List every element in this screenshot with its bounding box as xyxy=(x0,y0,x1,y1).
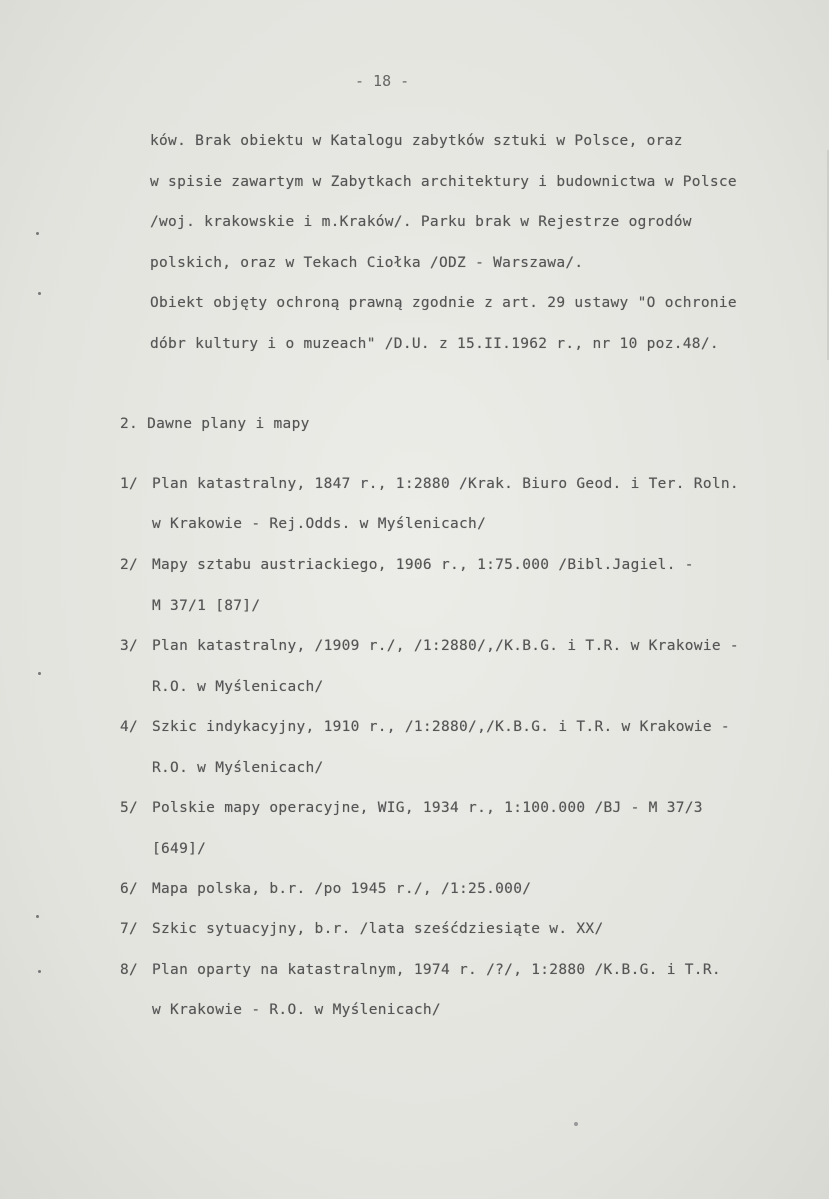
margin-speck xyxy=(38,292,41,295)
section-heading: 2. Dawne plany i mapy xyxy=(120,416,310,432)
item-line: Szkic indykacyjny, 1910 r., /1:2880/,/K.B.G. i T.R. w Krakowie - xyxy=(152,719,730,735)
item-number: 7/ xyxy=(120,921,139,937)
item-number: 6/ xyxy=(120,881,139,897)
item-line: Polskie mapy operacyjne, WIG, 1934 r., 1:100.000 /BJ - M 37/3 xyxy=(152,800,703,816)
item-line: w Krakowie - Rej.Odds. w Myślenicach/ xyxy=(152,516,487,532)
item-line: [649]/ xyxy=(152,841,207,857)
item-number: 5/ xyxy=(120,800,139,816)
intro-line: /woj. krakowskie i m.Kraków/. Parku brak w Rejestrze ogrodów xyxy=(150,214,692,230)
item-number: 1/ xyxy=(120,476,139,492)
item-line: R.O. w Myślenicach/ xyxy=(152,760,324,776)
intro-line: w spisie zawartym w Zabytkach architektury i budownictwa w Polsce xyxy=(150,174,737,190)
page-number: - 18 - xyxy=(355,72,410,90)
item-line: Plan katastralny, /1909 r./, /1:2880/,/K.B.G. i T.R. w Krakowie - xyxy=(152,638,739,654)
item-line: Plan oparty na katastralnym, 1974 r. /?/, 1:2880 /K.B.G. i T.R. xyxy=(152,962,721,978)
item-number: 3/ xyxy=(120,638,139,654)
intro-line: dóbr kultury i o muzeach" /D.U. z 15.II.1962 r., nr 10 poz.48/. xyxy=(150,336,719,352)
item-number: 4/ xyxy=(120,719,139,735)
margin-speck xyxy=(38,970,41,973)
item-line: Mapa polska, b.r. /po 1945 r./, /1:25.000/ xyxy=(152,881,532,897)
intro-line: ków. Brak obiektu w Katalogu zabytków sztuki w Polsce, oraz xyxy=(150,133,683,149)
item-line: Mapy sztabu austriackiego, 1906 r., 1:75.000 /Bibl.Jagiel. - xyxy=(152,557,694,573)
paper-speck xyxy=(574,1122,578,1126)
intro-line: polskich, oraz w Tekach Ciołka /ODZ - Warszawa/. xyxy=(150,255,584,271)
item-line: Plan katastralny, 1847 r., 1:2880 /Krak. Biuro Geod. i Ter. Roln. xyxy=(152,476,739,492)
margin-speck xyxy=(36,915,39,918)
item-line: M 37/1 [87]/ xyxy=(152,598,261,614)
item-number: 8/ xyxy=(120,962,139,978)
item-line: w Krakowie - R.O. w Myślenicach/ xyxy=(152,1002,441,1018)
item-line: R.O. w Myślenicach/ xyxy=(152,679,324,695)
item-number: 2/ xyxy=(120,557,139,573)
margin-speck xyxy=(36,232,39,235)
margin-speck xyxy=(38,672,41,675)
intro-line: Obiekt objęty ochroną prawną zgodnie z art. 29 ustawy "O ochronie xyxy=(150,295,737,311)
item-line: Szkic sytuacyjny, b.r. /lata sześćdziesiąte w. XX/ xyxy=(152,921,604,937)
